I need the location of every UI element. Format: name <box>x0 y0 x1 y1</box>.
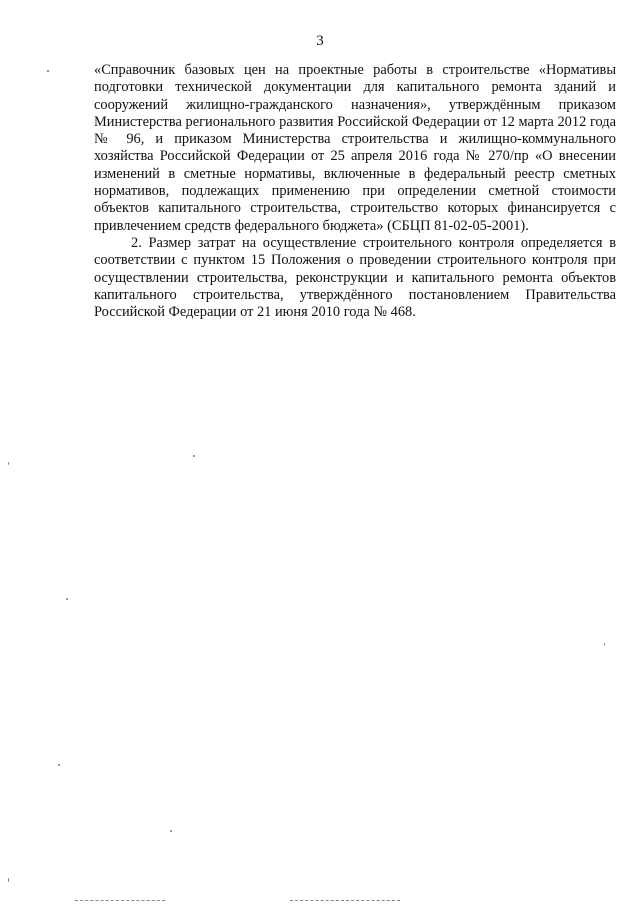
scan-edge-artifact <box>75 900 165 902</box>
scan-speck <box>193 455 195 457</box>
page-number: 3 <box>316 33 324 49</box>
scan-edge-artifact <box>290 900 400 902</box>
scan-speck <box>8 462 9 465</box>
scan-speck <box>604 643 605 646</box>
scan-speck <box>170 830 172 832</box>
document-body <box>94 62 616 321</box>
paragraph-item-2: 2. Размер затрат на осуществление строительного контроля определяется в соответствии с пунктом 15 Положения о проведении строительного контроля при осуществлении строительства, реконструкции и капитального ремонта объектов капитального строительства, утверждённого постановлением Правительства Российской Федерации от 21 июня 2010 года № 468. <box>94 234 616 321</box>
paragraph-continuation: «Справочник базовых цен на проектные работы в строительстве «Нормативы подготовки технической документации для капитального ремонта зданий и сооружений жилищно-гражданского назначения», утверждённым приказом Министерства регионального развития Российской Федерации от 12 марта 2012 года № 96, и приказом Министерства строительства и жилищно-коммунального хозяйства Российской Федерации от 25 апреля 2016 года № 270/пр «О внесении изменений в сметные нормативы, включенные в федеральный реестр сметных нормативов, подлежащих применению при определении сметной стоимости объектов капитального строительства, строительство которых финансируется с привлечением средств федерального бюджета» (СБЦП 81-02-05-2001). <box>94 62 616 234</box>
scan-speck <box>8 878 9 882</box>
scan-speck <box>66 598 68 600</box>
scan-speck <box>47 70 49 72</box>
scan-speck <box>58 764 60 766</box>
